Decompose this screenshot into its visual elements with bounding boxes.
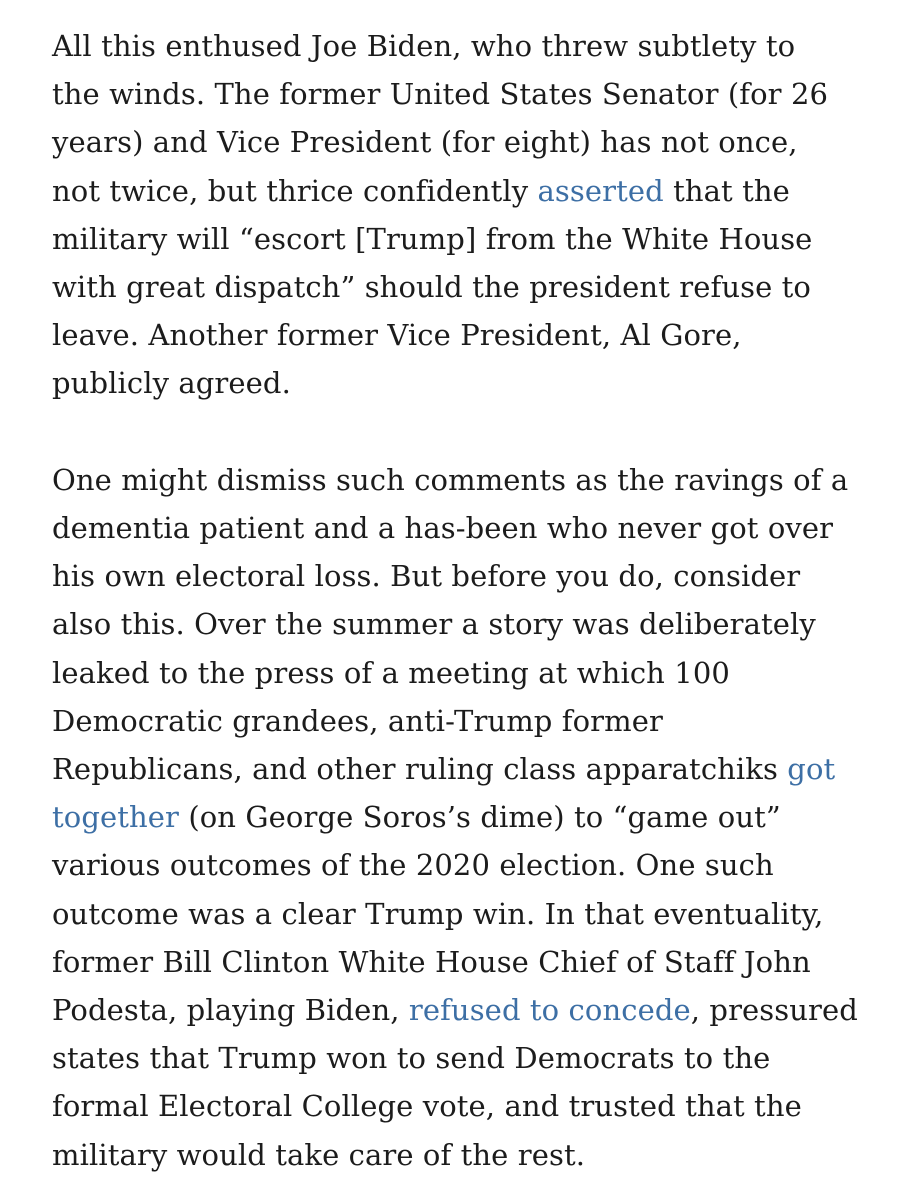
text-run: (on George Soros’s dime) to “game out” — [179, 800, 781, 835]
text-run: Republicans, and other ruling class apparatchiks — [52, 752, 788, 787]
text-line — [52, 793, 872, 841]
text-line — [52, 938, 872, 986]
text-line — [52, 552, 872, 600]
text-run: outcome was a clear Trump win. In that eventuality, — [52, 896, 824, 931]
text-line — [52, 1082, 872, 1130]
text-run: with great dispatch” should the president refuse to — [52, 270, 811, 305]
text-run: leave. Another former Vice President, Al Gore, — [52, 318, 742, 353]
text-run: his own electoral loss. But before you do, consider — [52, 559, 801, 594]
text-run: Podesta, playing Biden, — [52, 993, 409, 1028]
text-line — [52, 456, 872, 504]
text-line — [52, 1034, 872, 1082]
paragraph-2 — [52, 456, 872, 1179]
paragraph-gap — [52, 408, 872, 456]
text-run: One might dismiss such comments as the ravings of a — [52, 462, 849, 497]
text-run: dementia patient and a has-been who never got over — [52, 511, 834, 546]
text-line — [52, 263, 872, 311]
text-line — [52, 745, 872, 793]
text-run: various outcomes of the 2020 election. One such — [52, 848, 774, 883]
text-line — [52, 167, 872, 215]
text-run: Democratic grandees, anti-Trump former — [52, 703, 663, 738]
inline-link[interactable]: got — [787, 752, 836, 787]
text-line — [52, 697, 872, 745]
text-line — [52, 311, 872, 359]
text-line — [52, 70, 872, 118]
text-run: former Bill Clinton White House Chief of Staff John — [52, 944, 811, 979]
text-line — [52, 22, 872, 70]
text-line — [52, 118, 872, 166]
inline-link[interactable]: asserted — [537, 173, 664, 208]
text-run: All this enthused Joe Biden, who threw subtlety to — [52, 29, 796, 63]
inline-link[interactable]: together — [52, 800, 179, 835]
text-line — [52, 649, 872, 697]
text-run: military will “escort [Trump] from the White House — [52, 221, 813, 256]
article-body — [52, 22, 872, 1179]
text-run: also this. Over the summer a story was deliberately — [52, 607, 816, 642]
text-run: the winds. The former United States Senator (for 26 — [52, 77, 829, 112]
text-run: publicly agreed. — [52, 366, 291, 401]
text-run: years) and Vice President (for eight) has not once, — [52, 125, 798, 160]
paragraph-1 — [52, 22, 872, 408]
text-run: military would take care of the rest. — [52, 1137, 586, 1172]
text-line — [52, 504, 872, 552]
text-run: formal Electoral College vote, and trusted that the — [52, 1089, 802, 1124]
text-run: , pressured — [690, 993, 858, 1028]
text-line — [52, 841, 872, 889]
text-run: states that Trump won to send Democrats to the — [52, 1041, 771, 1076]
text-run: not twice, but thrice confidently — [52, 173, 538, 208]
text-run: that the — [663, 173, 790, 208]
text-line — [52, 1131, 872, 1179]
text-line — [52, 359, 872, 407]
text-line — [52, 986, 872, 1034]
inline-link[interactable]: refused to concede — [408, 993, 691, 1028]
text-run: leaked to the press of a meeting at which 100 — [52, 655, 730, 690]
text-line — [52, 890, 872, 938]
text-line — [52, 600, 872, 648]
text-line — [52, 215, 872, 263]
